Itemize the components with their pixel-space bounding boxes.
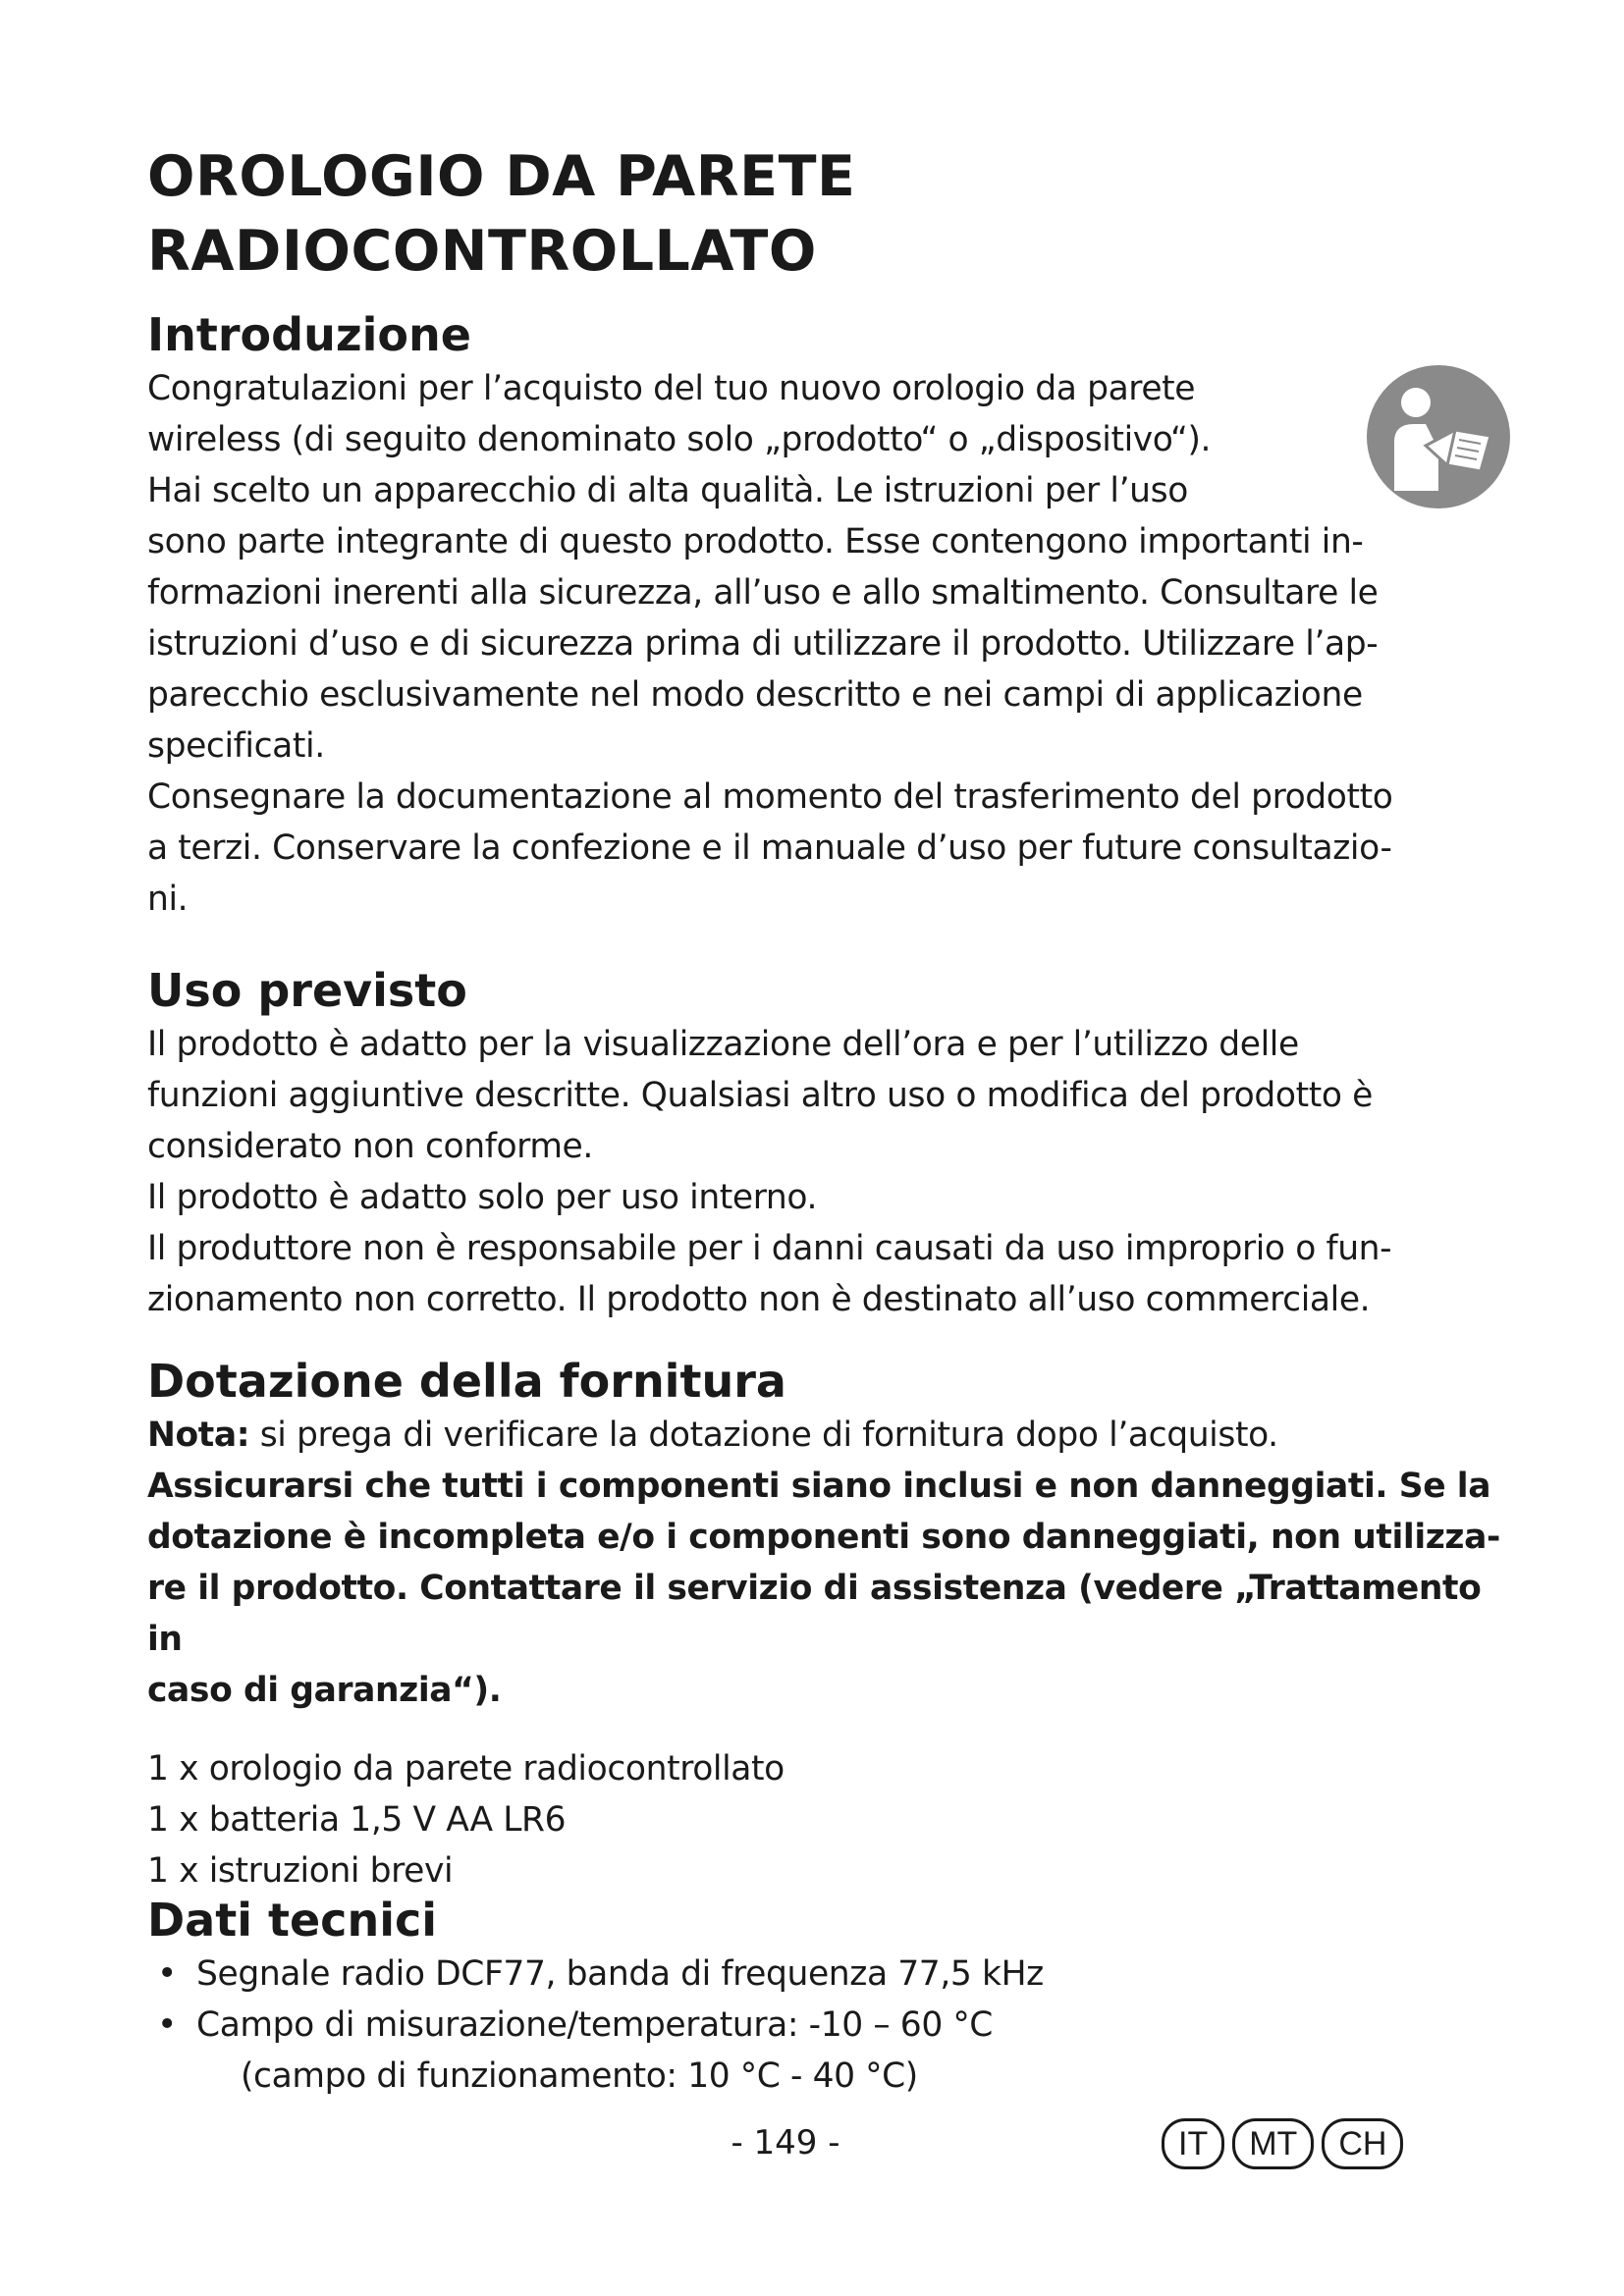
- heading-dotazione: Dotazione della fornitura: [147, 1355, 786, 1408]
- text-line: istruzioni d’uso e di sicurezza prima di utilizzare il prodotto. Utilizzare l’ap-: [147, 624, 1379, 664]
- title-line-2: RADIOCONTROLLATO: [147, 219, 817, 284]
- intro-lines-beside-icon: [147, 363, 1326, 516]
- text-line: Hai scelto un apparecchio di alta qualità. Le istruzioni per l’uso: [147, 471, 1188, 510]
- bullet-icon: •: [157, 1954, 177, 1994]
- note-line: [147, 1410, 1512, 1461]
- text-line: Il prodotto è adatto solo per uso interno.: [147, 1178, 818, 1217]
- section-dati-tecnici: [147, 1892, 1512, 2102]
- country-badge-ch: CH: [1322, 2118, 1403, 2169]
- bullet-icon: •: [157, 2005, 177, 2045]
- text-line: caso di garanzia“).: [147, 1671, 502, 1710]
- country-badge-mt: MT: [1232, 2118, 1314, 2169]
- text-line: formazioni inerenti alla sicurezza, all’uso e allo smaltimento. Consultare le: [147, 573, 1379, 613]
- list-item: 1 x batteria 1,5 V AA LR6: [147, 1800, 567, 1840]
- list-item: [147, 1949, 1512, 2000]
- text-line: a terzi. Conservare la confezione e il manuale d’uso per future consultazio-: [147, 828, 1392, 868]
- text-line: ni.: [147, 880, 189, 919]
- heading-dati-tecnici: Dati tecnici: [147, 1894, 438, 1947]
- text-line: Congratulazioni per l’acquisto del tuo nuovo orologio da parete: [147, 369, 1196, 408]
- text-line: Assicurarsi che tutti i componenti siano inclusi e non danneggiati. Se la: [147, 1467, 1491, 1506]
- title-line-1: OROLOGIO DA PARETE: [147, 144, 856, 209]
- text-line: considerato non conforme.: [147, 1127, 593, 1166]
- spec-text: Segnale radio DCF77, banda di frequenza 77,5 kHz: [196, 1954, 1044, 1994]
- text-line: re il prodotto. Contattare il servizio di assistenza (vedere „Trattamento in: [147, 1569, 1482, 1659]
- read-manual-icon: [1365, 363, 1512, 510]
- text-line: funzioni aggiuntive descritte. Qualsiasi altro uso o modifica del prodotto è: [147, 1076, 1373, 1115]
- intro-body: [147, 363, 1512, 925]
- page-number: - 149 -: [731, 2123, 840, 2163]
- list-item: [147, 2000, 1512, 2051]
- text-line: zionamento non corretto. Il prodotto non è destinato all’uso commerciale.: [147, 1280, 1371, 1319]
- manual-page: [147, 139, 1512, 2096]
- text-line: wireless (di seguito denominato solo „prodotto“ o „dispositivo“).: [147, 420, 1212, 459]
- text-line: parecchio esclusivamente nel modo descritto e nei campi di applicazione: [147, 675, 1363, 715]
- country-badge-it: IT: [1162, 2118, 1224, 2169]
- text-line: specificati.: [147, 726, 325, 766]
- spec-list: [147, 1949, 1512, 2051]
- text-line: Consegnare la documentazione al momento del trasferimento del prodotto: [147, 777, 1393, 817]
- note-first-text: si prega di verificare la dotazione di fornitura dopo l’acquisto.: [249, 1415, 1278, 1455]
- page-title: [147, 139, 1512, 289]
- list-item: 1 x orologio da parete radiocontrollato: [147, 1749, 785, 1789]
- country-badges: [1162, 2118, 1403, 2169]
- text-line: sono parte integrante di questo prodotto. Esse contengono importanti in-: [147, 522, 1364, 561]
- supply-list: [147, 1743, 1512, 1896]
- text-line: dotazione è incompleta e/o i componenti sono danneggiati, non utilizza-: [147, 1518, 1500, 1557]
- list-item: 1 x istruzioni brevi: [147, 1851, 454, 1891]
- note-label: Nota:: [147, 1415, 250, 1455]
- heading-uso-previsto: Uso previsto: [147, 964, 467, 1017]
- heading-introduzione: Introduzione: [147, 308, 471, 361]
- text-line: Il prodotto è adatto per la visualizzazione dell’ora e per l’utilizzo delle: [147, 1025, 1299, 1064]
- section-introduzione: [147, 306, 1512, 925]
- spec-subline: (campo di funzionamento: 10 °C - 40 °C): [241, 2056, 918, 2096]
- spec-text: Campo di misurazione/temperatura: -10 – 60 °C: [196, 2005, 993, 2045]
- section-uso-previsto: [147, 962, 1512, 1325]
- section-dotazione: [147, 1353, 1512, 1896]
- text-line: Il produttore non è responsabile per i danni causati da uso improprio o fun-: [147, 1229, 1392, 1268]
